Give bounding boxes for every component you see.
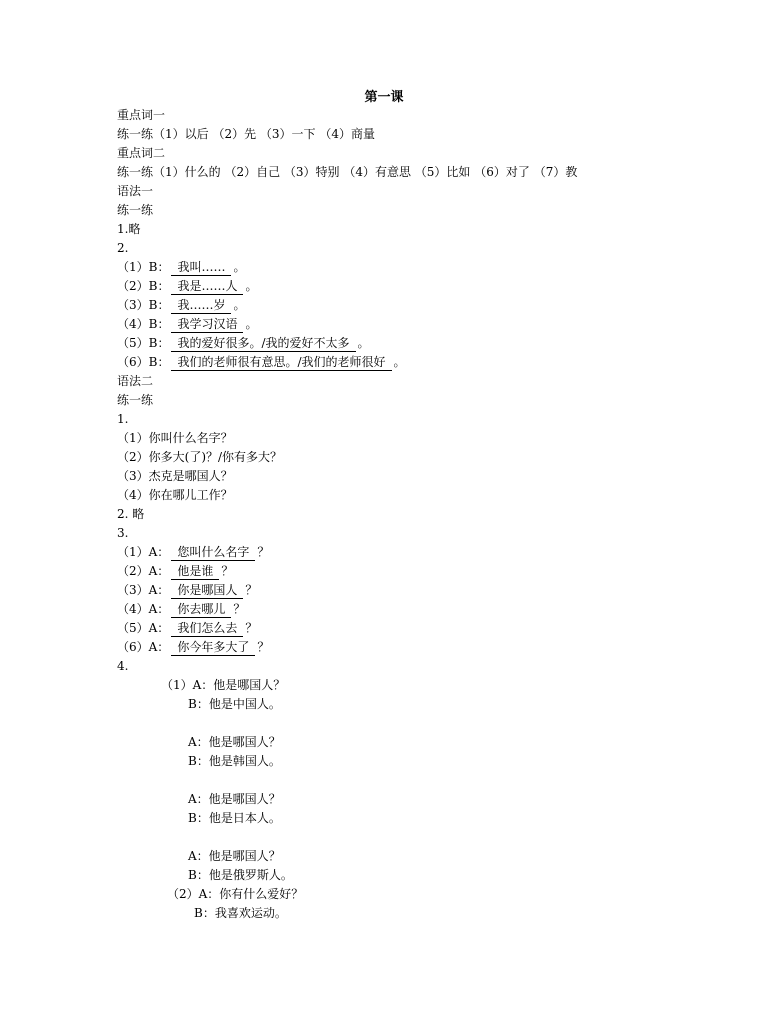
line-prefix: （4）A： [117,602,170,616]
fill-blank-line [117,296,246,314]
line-end-punctuation: 。 [357,336,370,350]
line-prefix: （4）B： [117,317,170,331]
fill-blank-line [117,334,370,352]
line-end-punctuation: 。 [245,279,258,293]
underlined-answer: 我们怎么去 [171,621,243,637]
line-end-punctuation: ？ [245,583,258,597]
section-heading-vocab-1: 重点词一 [117,108,166,122]
line-prefix: （3）A： [117,583,170,597]
fill-blank-line [117,581,257,599]
line-end-punctuation: 。 [393,355,406,369]
fill-blank-line [117,562,233,580]
line-end-punctuation: ？ [221,564,234,578]
fill-blank-line [117,638,269,656]
dialogue-line: B：他是韩国人。 [188,754,281,768]
fill-blank-line [117,619,257,637]
line-end-punctuation: 。 [233,260,246,274]
dialogue-line: A：他是哪国人？ [188,792,281,806]
fill-blank-line [117,277,258,295]
grammar-2-item-3: 3. [117,526,129,540]
vocab-1-answers: 练一练（1）以后 （2）先 （3）一下 （4）商量 [117,127,375,141]
line-prefix: （5）B： [117,336,170,350]
question-line: （4）你在哪儿工作？ [117,488,233,502]
section-heading-vocab-2: 重点词二 [117,146,166,160]
grammar-1-practice-label: 练一练 [117,203,154,217]
page-title: 第一课 [364,90,404,105]
dialogue-line: B：他是中国人。 [188,697,281,711]
line-end-punctuation: ？ [245,621,258,635]
underlined-answer: 我……岁 [171,298,231,314]
grammar-2-item-2: 2. 略 [117,507,145,521]
grammar-2-practice-label: 练一练 [117,393,154,407]
underlined-answer: 我学习汉语 [171,317,243,333]
underlined-answer: 我的爱好很多。/我的爱好不太多 [171,336,355,352]
dialogue-line: B：他是俄罗斯人。 [188,868,293,882]
underlined-answer: 您叫什么名字 [171,545,255,561]
grammar-2-item-4: 4. [117,659,129,673]
underlined-answer: 他是谁 [171,564,219,580]
line-prefix: （1）B： [117,260,170,274]
question-line: （1）你叫什么名字？ [117,431,233,445]
line-end-punctuation: ？ [257,640,270,654]
question-line: （2）你多大(了)？/你有多大？ [117,450,283,464]
fill-blank-line [117,315,258,333]
dialogue-line: B：他是日本人。 [188,811,281,825]
underlined-answer: 我是……人 [171,279,243,295]
line-prefix: （6）B： [117,355,170,369]
grammar-1-item-2: 2. [117,241,129,255]
dialogue-line: B：我喜欢运动。 [194,906,287,920]
fill-blank-line [117,258,246,276]
fill-blank-line [117,600,245,618]
dialogue-line: A：他是哪国人？ [188,735,281,749]
fill-blank-line [117,543,269,561]
dialogue-line: A：他是哪国人？ [188,849,281,863]
line-prefix: （5）A： [117,621,170,635]
underlined-answer: 你去哪儿 [171,602,231,618]
line-end-punctuation: ？ [233,602,246,616]
line-end-punctuation: ？ [257,545,270,559]
vocab-2-answers: 练一练（1）什么的 （2）自己 （3）特别 （4）有意思 （5）比如 （6）对了 （7）教 [117,165,578,179]
fill-blank-line [117,353,406,371]
section-heading-grammar-2: 语法二 [117,374,154,388]
dialogue-line: （1）A：他是哪国人？ [161,678,286,692]
underlined-answer: 你今年多大了 [171,640,255,656]
line-prefix: （1）A： [117,545,170,559]
section-heading-grammar-1: 语法一 [117,184,154,198]
line-prefix: （2）B： [117,279,170,293]
line-end-punctuation: 。 [245,317,258,331]
line-prefix: （6）A： [117,640,170,654]
grammar-1-item-1: 1.略 [117,222,141,236]
line-prefix: （2）A： [117,564,170,578]
line-end-punctuation: 。 [233,298,246,312]
dialogue-line: （2）A：你有什么爱好？ [167,887,304,901]
underlined-answer: 你是哪国人 [171,583,243,599]
line-prefix: （3）B： [117,298,170,312]
underlined-answer: 我们的老师很有意思。/我们的老师很好 [171,355,391,371]
underlined-answer: 我叫…… [171,260,231,276]
grammar-2-item-1: 1. [117,412,129,426]
question-line: （3）杰克是哪国人？ [117,469,233,483]
